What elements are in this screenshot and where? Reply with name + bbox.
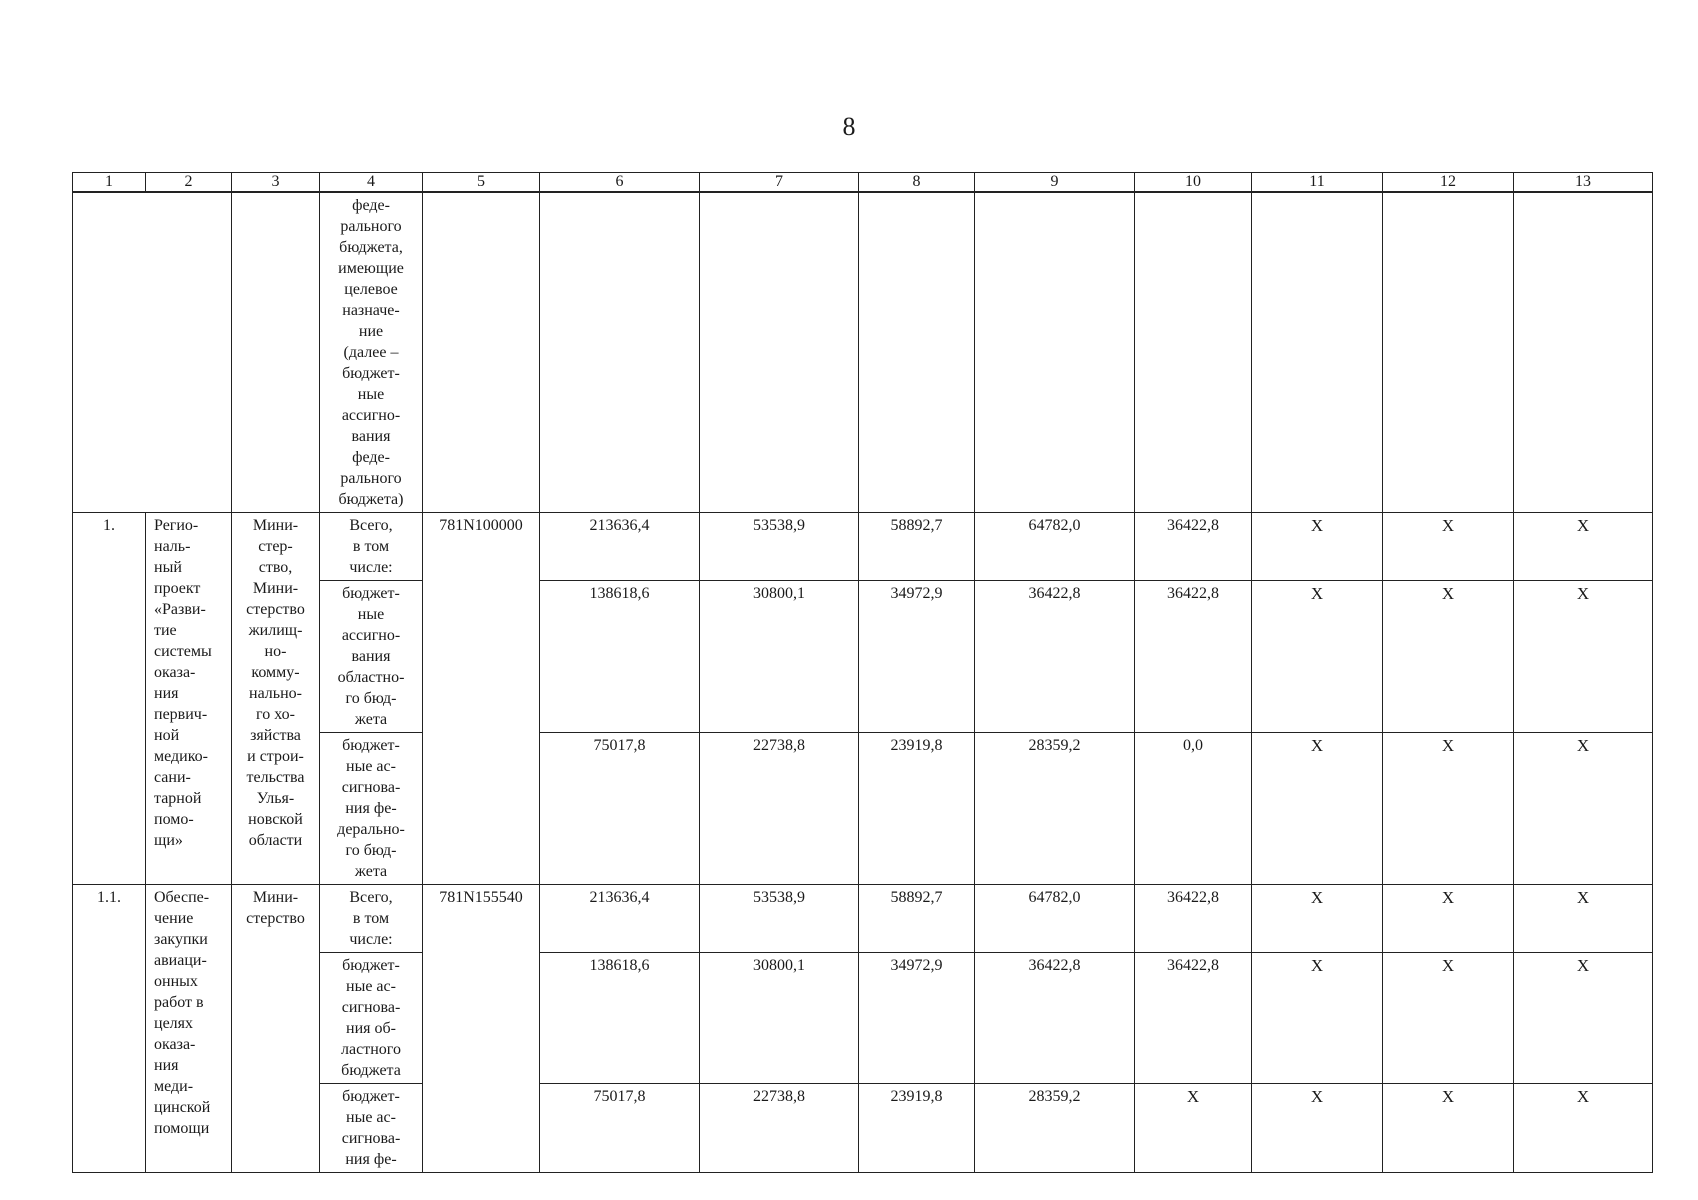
table-row	[73, 513, 1653, 581]
header-cell: 9	[975, 173, 1135, 193]
value-cell: 36422,8	[1135, 581, 1252, 733]
value-cell: 34972,9	[859, 581, 975, 733]
funding-source-cell: бюджет- ные ассигно- вания областно- го бюд- жета	[320, 581, 423, 733]
value-cell: 36422,8	[1135, 513, 1252, 581]
value-cell: X	[1252, 513, 1383, 581]
header-cell: 1	[73, 173, 146, 193]
cell	[1252, 192, 1383, 513]
value-cell: 36422,8	[1135, 885, 1252, 953]
value-cell: 30800,1	[700, 581, 859, 733]
funding-source-cell: бюджет- ные ас- сигнова- ния фе-	[320, 1084, 423, 1173]
header-cell: 4	[320, 173, 423, 193]
value-cell: X	[1514, 733, 1653, 885]
value-cell: X	[1252, 581, 1383, 733]
value-cell: 22738,8	[700, 1084, 859, 1173]
funding-source-cell: феде- рального бюджета, имеющие целевое назначе- ние (далее – бюджет- ные ассигно- вания феде- рального бюджета)	[320, 192, 423, 513]
value-cell: 213636,4	[540, 513, 700, 581]
value-cell: X	[1383, 513, 1514, 581]
value-cell: X	[1514, 581, 1653, 733]
cell	[859, 192, 975, 513]
value-cell: X	[1514, 953, 1653, 1084]
value-cell: 22738,8	[700, 733, 859, 885]
value-cell: 30800,1	[700, 953, 859, 1084]
budget-code: 781N155540	[423, 885, 540, 1173]
header-cell: 6	[540, 173, 700, 193]
continuation-row	[73, 192, 1653, 513]
value-cell: X	[1383, 1084, 1514, 1173]
executor-cell: Мини- стерство	[232, 885, 320, 1173]
cell	[700, 192, 859, 513]
header-cell: 12	[1383, 173, 1514, 193]
value-cell: 58892,7	[859, 513, 975, 581]
value-cell: 0,0	[1135, 733, 1252, 885]
value-cell: 75017,8	[540, 1084, 700, 1173]
value-cell: 138618,6	[540, 953, 700, 1084]
value-cell: X	[1514, 513, 1653, 581]
value-cell: X	[1383, 581, 1514, 733]
funding-source-cell: Всего, в том числе:	[320, 885, 423, 953]
item-number: 1.1.	[73, 885, 146, 1173]
financing-table	[72, 172, 1653, 1173]
value-cell: 36422,8	[975, 581, 1135, 733]
header-cell: 8	[859, 173, 975, 193]
value-cell: 34972,9	[859, 953, 975, 1084]
header-cell: 11	[1252, 173, 1383, 193]
value-cell: 138618,6	[540, 581, 700, 733]
value-cell: 23919,8	[859, 733, 975, 885]
value-cell: X	[1383, 733, 1514, 885]
table-row	[73, 885, 1653, 953]
value-cell: 28359,2	[975, 1084, 1135, 1173]
item-name: Обеспе- чение закупки авиаци- онных работ в целях оказа- ния меди- цинской помощи	[146, 885, 232, 1173]
header-cell: 3	[232, 173, 320, 193]
funding-source-cell: бюджет- ные ас- сигнова- ния об- ластного бюджета	[320, 953, 423, 1084]
budget-code: 781N100000	[423, 513, 540, 885]
cell	[1135, 192, 1252, 513]
item-name: Регио- наль- ный проект «Разви- тие системы оказа- ния первич- ной медико- сани- тарной помо- щи»	[146, 513, 232, 885]
value-cell: 36422,8	[1135, 953, 1252, 1084]
value-cell: X	[1252, 885, 1383, 953]
item-number: 1.	[73, 513, 146, 885]
value-cell: X	[1135, 1084, 1252, 1173]
value-cell: X	[1252, 1084, 1383, 1173]
value-cell: 75017,8	[540, 733, 700, 885]
header-row	[73, 173, 1653, 193]
value-cell: 53538,9	[700, 885, 859, 953]
funding-source-cell: бюджет- ные ас- сигнова- ния фе- дерально- го бюд- жета	[320, 733, 423, 885]
header-cell: 5	[423, 173, 540, 193]
value-cell: X	[1383, 885, 1514, 953]
header-cell: 10	[1135, 173, 1252, 193]
executor-cell: Мини- стер- ство, Мини- стерство жилищ- но- комму- нально- го хо- зяйства и строи- тельства Улья- новской области	[232, 513, 320, 885]
value-cell: X	[1252, 953, 1383, 1084]
value-cell: 64782,0	[975, 513, 1135, 581]
value-cell: 28359,2	[975, 733, 1135, 885]
value-cell: 53538,9	[700, 513, 859, 581]
value-cell: 213636,4	[540, 885, 700, 953]
cell	[540, 192, 700, 513]
cell	[73, 192, 232, 513]
value-cell: 58892,7	[859, 885, 975, 953]
header-cell: 7	[700, 173, 859, 193]
value-cell: 36422,8	[975, 953, 1135, 1084]
cell	[1514, 192, 1653, 513]
funding-source-cell: Всего, в том числе:	[320, 513, 423, 581]
value-cell: X	[1514, 885, 1653, 953]
cell	[232, 192, 320, 513]
cell	[423, 192, 540, 513]
value-cell: X	[1383, 953, 1514, 1084]
value-cell: X	[1252, 733, 1383, 885]
value-cell: 23919,8	[859, 1084, 975, 1173]
header-cell: 13	[1514, 173, 1653, 193]
value-cell: 64782,0	[975, 885, 1135, 953]
cell	[1383, 192, 1514, 513]
cell	[975, 192, 1135, 513]
value-cell: X	[1514, 1084, 1653, 1173]
page-number: 8	[842, 112, 856, 141]
header-cell: 2	[146, 173, 232, 193]
